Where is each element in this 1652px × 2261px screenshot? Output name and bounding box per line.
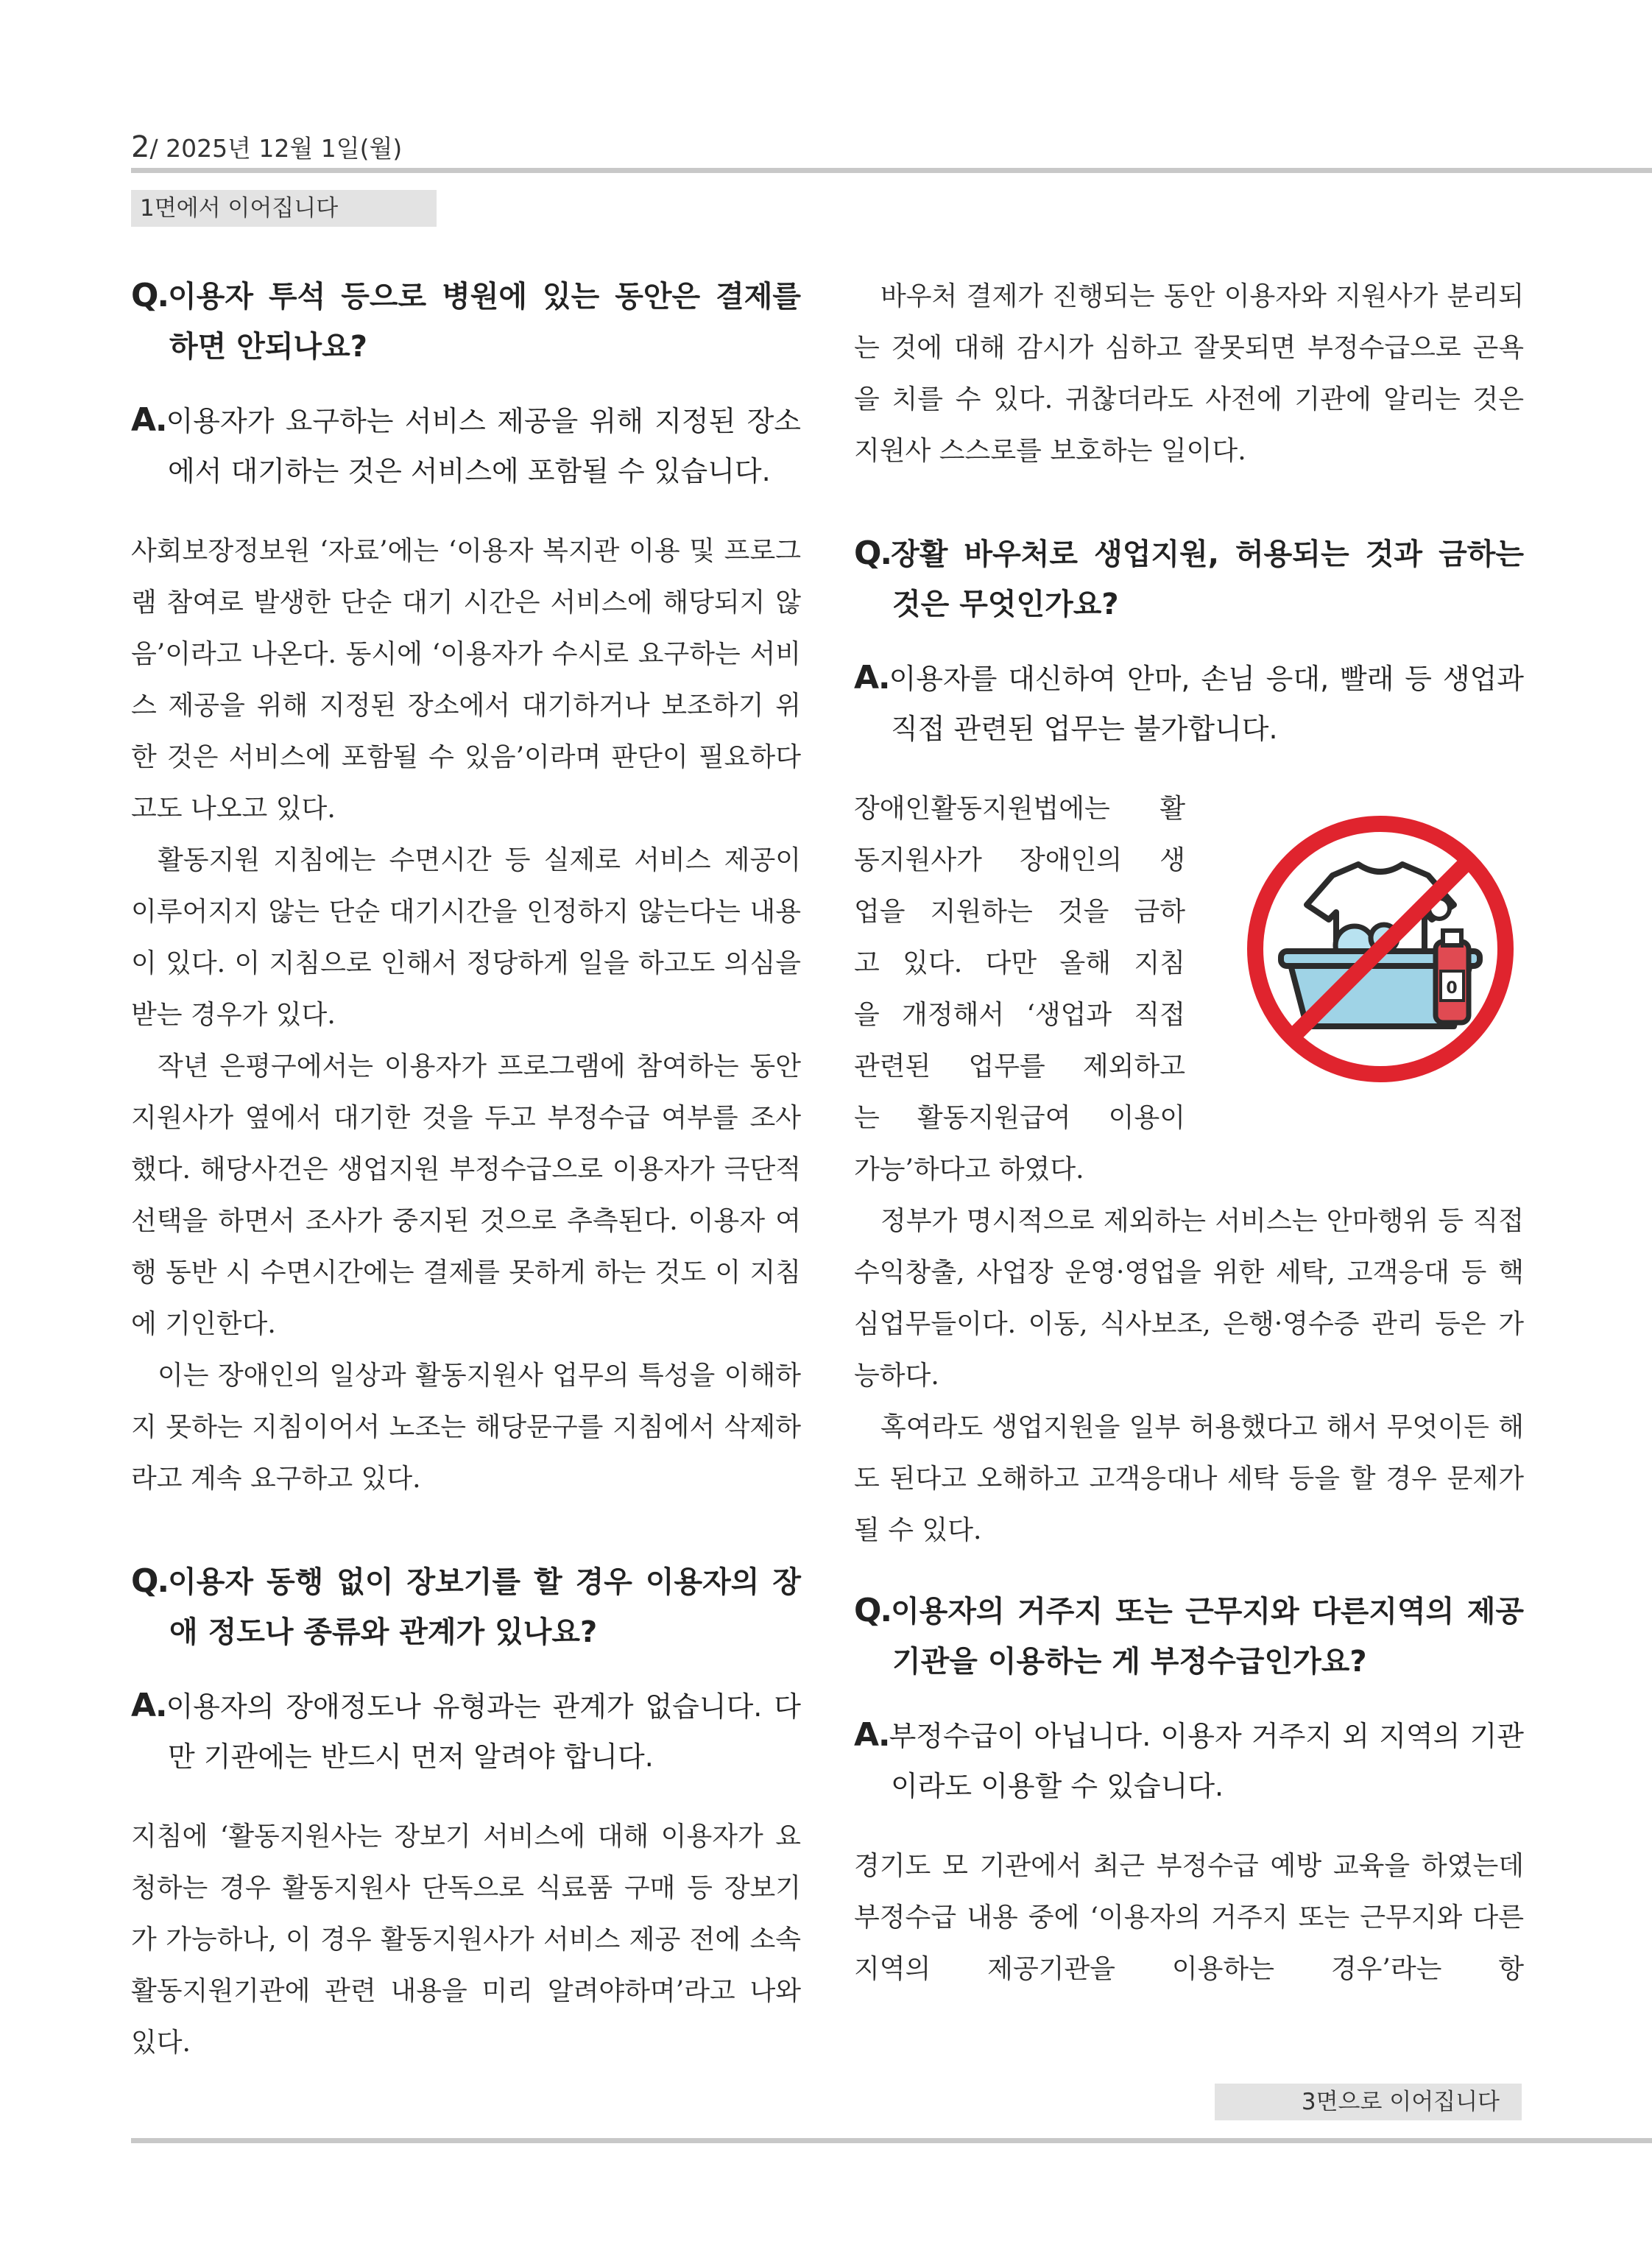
- answer-2: [131, 1681, 801, 1782]
- answer-1: [131, 395, 801, 496]
- answer-text: 이용자를 대신하여 안마, 손님 응대, 빨래 등 생업과 직접 관련된 업무는 불가합니다.: [889, 663, 1524, 745]
- q-mark: Q.: [854, 1592, 892, 1629]
- text-line: 고 있다. 다만 올해 지침: [854, 948, 1185, 978]
- answer-text: 이용자가 요구하는 서비스 제공을 위해 지정된 장소에서 대기하는 것은 서비스에 포함될 수 있습니다.: [166, 405, 801, 487]
- no-laundry-icon: [1237, 805, 1524, 1093]
- wrapped-paragraph: [854, 783, 1185, 1196]
- q-mark: Q.: [131, 277, 169, 314]
- paragraph: 지침에 ‘활동지원사는 장보기 서비스에 대해 이용자가 요청하는 경우 활동지원사 단독으로 식료품 구매 등 장보기가 가능하나, 이 경우 활동지원사가 서비스 제공 전에 소속 활동지원기관에 관련 내용을 미리 알려야하며’라고 나와 있다.: [131, 1821, 801, 2058]
- answer-3: [854, 653, 1524, 754]
- question-text: 이용자 투석 등으로 병원에 있는 동안은 결제를 하면 안되나요?: [168, 280, 801, 364]
- answer-4: [854, 1710, 1524, 1811]
- header-rule: [131, 168, 1652, 173]
- footer-rule: [131, 2138, 1652, 2143]
- question-text: 이용자 동행 없이 장보기를 할 경우 이용자의 장애 정도나 종류와 관계가 있나요?: [168, 1565, 801, 1649]
- question-4: [854, 1586, 1524, 1687]
- paragraph: 이는 장애인의 일상과 활동지원사 업무의 특성을 이해하지 못하는 지침이어서 노조는 해당문구를 지침에서 삭제하라고 계속 요구하고 있다.: [131, 1361, 801, 1494]
- paragraph: 정부가 명시적으로 제외하는 서비스는 안마행위 등 직접 수익창출, 사업장 운영·영업을 위한 세탁, 고객응대 등 핵심업무들이다. 이동, 식사보조, 은행·영수증 관리 등은 가능하다.: [854, 1206, 1524, 1391]
- paragraph: 혹여라도 생업지원을 일부 허용했다고 해서 무엇이든 해도 된다고 오해하고 고객응대나 세탁 등을 할 경우 문제가 될 수 있다.: [854, 1412, 1524, 1545]
- text-line: 을 개정해서 ‘생업과 직접: [854, 1000, 1185, 1030]
- question-text: 장활 바우처로 생업지원, 허용되는 것과 금하는 것은 무엇인가요?: [891, 537, 1524, 621]
- bottle-cap: [1443, 931, 1461, 945]
- question-1: [131, 271, 801, 372]
- paragraph: 작년 은평구에서는 이용자가 프로그램에 참여하는 동안 지원사가 옆에서 대기한 것을 두고 부정수급 여부를 조사했다. 해당사건은 생업지원 부정수급으로 이용자가 극단적 선택을 하면서 조사가 중지된 것으로 추측된다. 이용자 여행 동반 시 수면시간에는 결제를 못하게 하는 것도 이 지침에 기인한다.: [131, 1051, 801, 1339]
- q-mark: Q.: [854, 535, 892, 572]
- page-number: 2: [131, 130, 150, 164]
- a-mark: A.: [131, 401, 166, 439]
- page-header: [131, 130, 402, 164]
- right-column: [854, 271, 1524, 1995]
- continued-to-tag: 3면으로 이어집니다: [1215, 2084, 1522, 2120]
- answer-text: 이용자의 장애정도나 유형과는 관계가 없습니다. 다만 기관에는 반드시 먼저 알려야 합니다.: [166, 1690, 801, 1773]
- text-line: 동지원사가 장애인의 생: [854, 845, 1185, 875]
- question-text: 이용자의 거주지 또는 근무지와 다른지역의 제공기관을 이용하는 게 부정수급인가요?: [891, 1595, 1524, 1679]
- a-mark: A.: [854, 659, 889, 696]
- q-mark: Q.: [131, 1562, 169, 1600]
- question-3: [854, 529, 1524, 629]
- text-line: 는 활동지원급여 이용이: [854, 1103, 1185, 1133]
- paragraph: 바우처 결제가 진행되는 동안 이용자와 지원사가 분리되는 것에 대해 감시가 심하고 잘못되면 부정수급으로 곤욕을 치를 수 있다. 귀찮더라도 사전에 기관에 알리는 것은 지원사 스스로를 보호하는 일이다.: [854, 281, 1524, 466]
- text-line: 업을 지원하는 것을 금하: [854, 897, 1185, 927]
- text-line: 관련된 업무를 제외하고: [854, 1051, 1185, 1082]
- continued-from-tag: 1면에서 이어집니다: [131, 190, 437, 227]
- text-line: 가능’하다고 하였다.: [854, 1154, 1084, 1185]
- text-line: 장애인활동지원법에는 활: [854, 794, 1185, 824]
- a-mark: A.: [854, 1716, 889, 1754]
- paragraph: 활동지원 지침에는 수면시간 등 실제로 서비스 제공이 이루어지지 않는 단순 대기시간을 인정하지 않는다는 내용이 있다. 이 지침으로 인해서 정당하게 일을 하고도 의심을 받는 경우가 있다.: [131, 845, 801, 1030]
- paragraph: 경기도 모 기관에서 최근 부정수급 예방 교육을 하였는데 부정수급 내용 중에 ‘이용자의 거주지 또는 근무지와 다른 지역의 제공기관을 이용하는 경우’라는 항: [854, 1851, 1524, 1984]
- paragraph: 사회보장정보원 ‘자료’에는 ‘이용자 복지관 이용 및 프로그램 참여로 발생한 단순 대기 시간은 서비스에 해당되지 않음’이라고 나온다. 동시에 ‘이용자가 수시로 요구하는 서비스 제공을 위해 지정된 장소에서 대기하거나 보조하기 위한 것은 서비스에 포함될 수 있음’이라며 판단이 필요하다고도 나오고 있다.: [131, 536, 801, 824]
- bottle-label-text: 0: [1446, 979, 1458, 998]
- issue-date: 2025년 12월 1일(월): [166, 134, 403, 163]
- question-2: [131, 1556, 801, 1657]
- a-mark: A.: [131, 1687, 166, 1724]
- header-separator: /: [149, 134, 158, 163]
- answer-text: 부정수급이 아닙니다. 이용자 거주지 외 지역의 기관이라도 이용할 수 있습니다.: [889, 1720, 1524, 1802]
- left-column: [131, 271, 801, 2069]
